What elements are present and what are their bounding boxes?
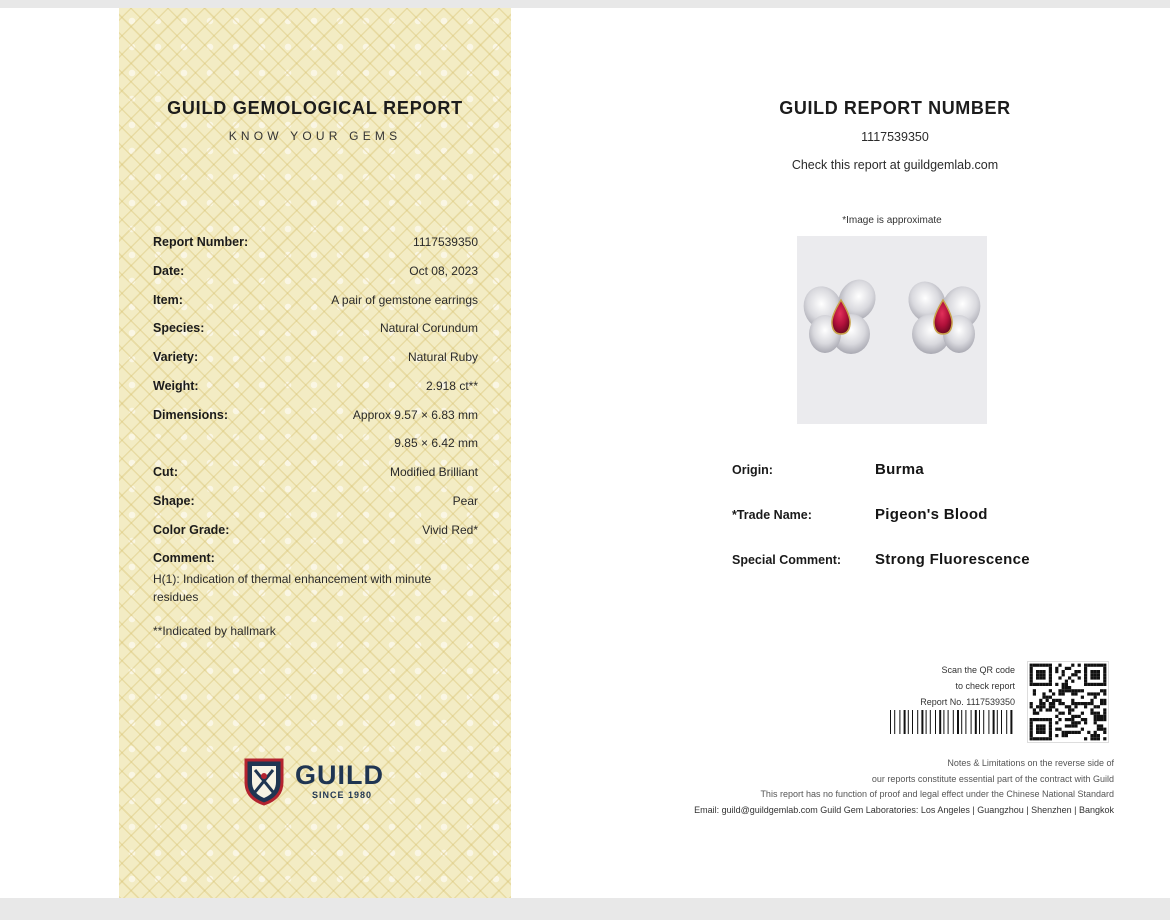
logo-word: GUILD [295,760,384,790]
field-label: Special Comment: [732,553,842,567]
comment-text: H(1): Indication of thermal enhancement with minute residues [153,572,432,604]
scan-line: Report No. 1117539350 [920,697,1015,707]
field-shape [153,494,478,512]
guild-logo [243,756,393,808]
hallmark-note: **Indicated by hallmark [153,624,276,638]
field-value: Burma [875,461,925,478]
report-number-title: GUILD REPORT NUMBER [779,98,1011,118]
note-line: Notes & Limitations on the reverse side of [947,758,1114,768]
barcode-icon [890,710,1015,734]
verify-link-text: Check this report at guildgemlab.com [791,158,999,172]
image-note: *Image is approximate [842,215,942,226]
logo-since: SINCE 1980 [312,790,373,800]
report-sheet [0,8,1170,898]
field-label: Report Number: [153,235,249,249]
field-value: 2.918 ct** [425,379,478,393]
field-value: Pigeon's Blood [875,506,988,523]
field-dimensions-second [153,436,478,454]
field-item [153,293,478,311]
field-label: Shape: [153,494,195,508]
field-label: *Trade Name: [732,508,812,522]
left-earring [798,273,883,354]
field-species [153,321,478,339]
scan-line: to check report [955,681,1015,691]
field-date [153,264,478,282]
gemological-report-panel [119,8,511,898]
field-value: Natural Ruby [407,350,478,364]
field-label: Species: [153,321,205,335]
field-value: Approx 9.57 × 6.83 mm [352,408,478,422]
field-cut [153,465,478,483]
field-value: 1117539350 [413,235,478,249]
contact-line: Email: guild@guildgemlab.com Guild Gem Laboratories: Los Angeles | Guangzhou | Shenzhen | Bangkok [694,804,1114,815]
field-value: Oct 08, 2023 [409,264,478,278]
field-weight [153,379,478,397]
field-report-number [153,235,478,253]
report-number: 1117539350 [861,130,929,144]
field-label: Comment: [153,551,215,565]
field-label: Item: [153,293,183,307]
field-color-grade [153,523,478,541]
field-label: Color Grade: [153,523,230,537]
field-label: Dimensions: [153,408,229,422]
field-value: 9.85 × 6.42 mm [394,436,478,450]
note-line: our reports constitute essential part of the contract with Guild [871,773,1114,784]
field-label: Date: [153,264,185,278]
field-label: Weight: [153,379,199,393]
field-value: Vivid Red* [422,523,478,537]
field-value: Natural Corundum [379,321,478,335]
field-value: A pair of gemstone earrings [331,293,478,307]
field-value: Strong Fluorescence [875,551,1030,568]
field-label: Origin: [732,463,773,477]
field-comment [153,551,478,569]
note-line: This report has no function of proof and legal effect under the Chinese National Standard [760,789,1114,799]
field-label: Cut: [153,465,178,479]
shield-icon [243,756,285,806]
scan-instructions [920,662,1015,710]
right-earring [902,275,987,354]
ruby-earrings-illustration [797,236,987,424]
field-value: Pear [452,494,478,508]
report-title: GUILD GEMOLOGICAL REPORT [167,98,463,118]
scan-line: Scan the QR code [941,665,1015,675]
field-variety [153,350,478,368]
qr-code-icon [1027,661,1109,743]
earrings-photo [797,236,987,424]
field-label: Variety: [153,350,199,364]
report-subtitle: KNOW YOUR GEMS [228,129,402,143]
field-value: Modified Brilliant [389,465,478,479]
notes-limitations [694,756,1114,818]
field-dimensions [153,408,478,426]
